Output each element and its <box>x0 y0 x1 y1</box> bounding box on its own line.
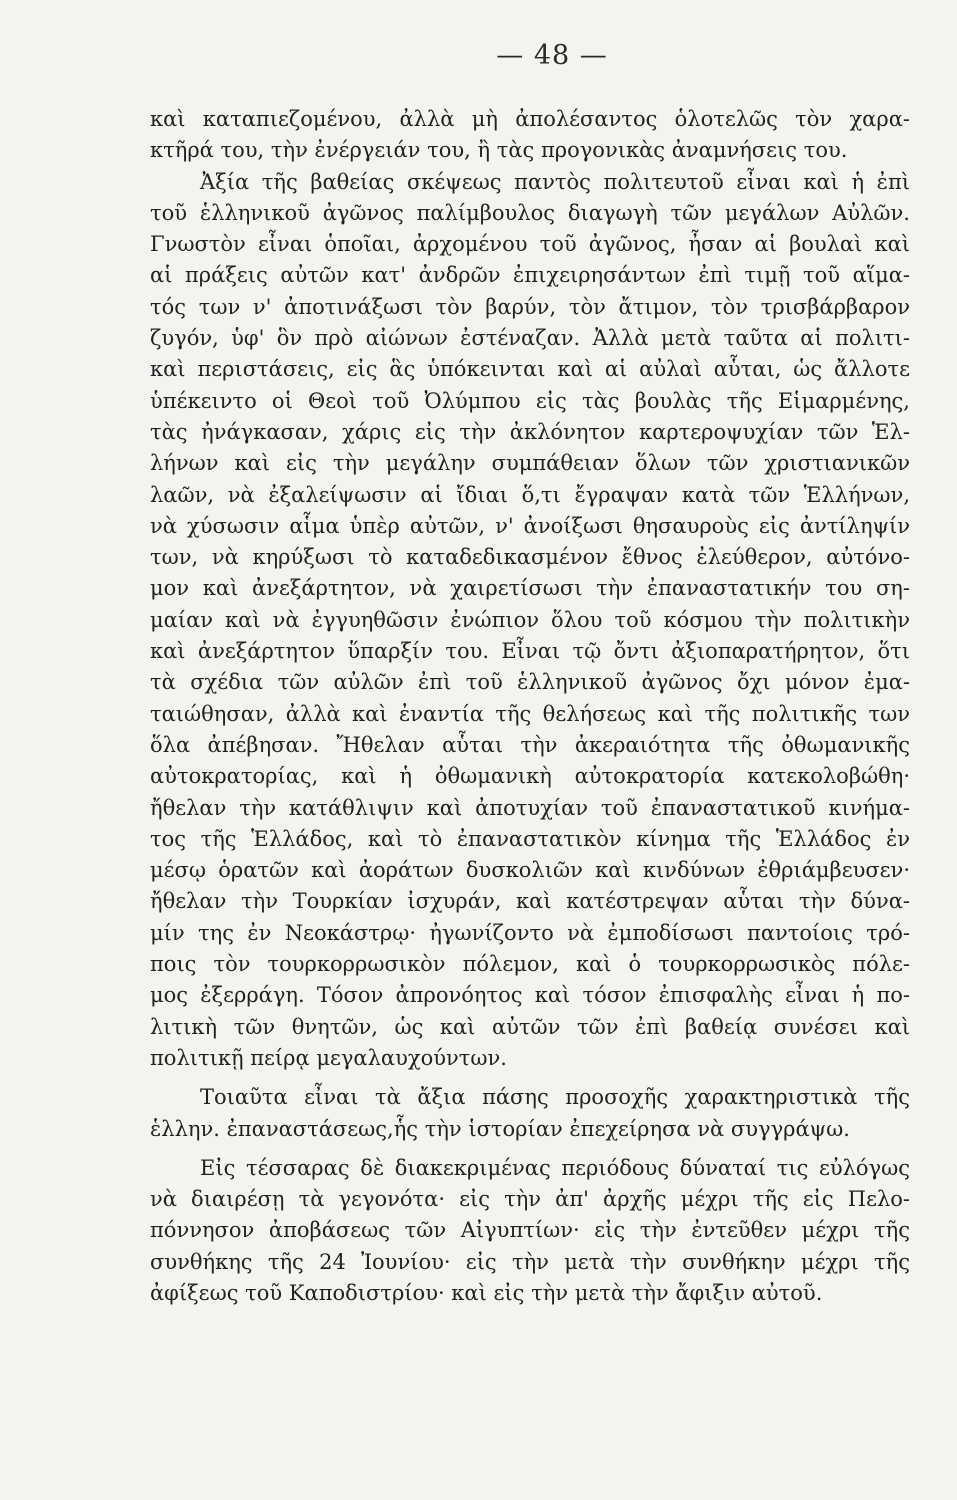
text-line: ζυγόν, ὑφ' ὃν πρὸ αἰώνων ἐστέναζαν. Ἀλλὰ μετὰ ταῦτα αἱ πολιτι- <box>150 326 910 351</box>
text-line: καὶ ἀνεξάρτητον ὕπαρξίν του. Εἶναι τῷ ὄντι ἀξιοπαρατήρητον, ὅτι <box>150 639 910 664</box>
text-line: συνθήκης τῆς 24 Ἰουνίου· εἰς τὴν μετὰ τὴν συνθήκην μέχρι τῆς <box>150 1249 910 1274</box>
text-line: Εἰς τέσσαρας δὲ διακεκριμένας περιόδους δύναταί τις εὐλόγως <box>200 1155 910 1180</box>
text-line: μος ἐξερράγη. Τόσον ἀπρονόητος καὶ τόσον ἐπισφαλὴς εἶναι ἡ πο- <box>150 983 910 1008</box>
text-line: τός των ν' ἀποτινάξωσι τὸν βαρύν, τὸν ἄτιμον, τὸν τρισβάρβαρον <box>150 294 910 319</box>
text-line: ἤθελαν τὴν κατάθλιψιν καὶ ἀποτυχίαν τοῦ ἐπαναστατικοῦ κινήμα- <box>150 795 910 820</box>
text-line: των, νὰ κηρύξωσι τὸ καταδεδικασμένον ἔθνος ἐλεύθερον, αὐτόνο- <box>150 545 910 570</box>
text-line: ἑλλην. ἐπαναστάσεως,ἧς τὴν ἱστορίαν ἐπεχείρησα νὰ συγγράψω. <box>150 1116 850 1141</box>
text-line: νὰ διαιρέσῃ τὰ γεγονότα· εἰς τὴν ἀπ' ἀρχῆς μέχρι τῆς εἰς Πελο- <box>150 1187 910 1212</box>
body-text <box>150 104 910 1309</box>
text-line: τος τῆς Ἑλλάδος, καὶ τὸ ἐπαναστατικὸν κίνημα τῆς Ἑλλάδος ἐν <box>150 826 910 851</box>
text-line: λαῶν, νὰ ἐξαλείψωσιν αἱ ἴδιαι ὅ,τι ἔγραψαν κατὰ τῶν Ἑλλήνων, <box>150 482 910 507</box>
text-line: τὰς ἠνάγκασαν, χάρις εἰς τὴν ἀκλόνητον καρτεροψυχίαν τῶν Ἑλ- <box>150 419 910 444</box>
text-line: καὶ καταπιεζομένου, ἀλλὰ μὴ ἀπολέσαντος ὁλοτελῶς τὸν χαρα- <box>150 107 910 131</box>
text-line: Γνωστὸν εἶναι ὁποῖαι, ἀρχομένου τοῦ ἀγῶνος, ἦσαν αἱ βουλαὶ καὶ <box>150 232 910 257</box>
page-number: — 48 — <box>496 40 608 71</box>
text-line: καὶ περιστάσεις, εἰς ἃς ὑπόκεινται καὶ αἱ αὐλαὶ αὗται, ὡς ἄλλοτε <box>150 357 910 382</box>
text-line: μον καὶ ἀνεξάρτητον, νὰ χαιρετίσωσι τὴν ἐπαναστατικήν του ση- <box>150 576 910 601</box>
text-line: μαίαν καὶ νὰ ἐγγυηθῶσιν ἐνώπιον ὅλου τοῦ κόσμου τὴν πολιτικὴν <box>150 607 910 632</box>
text-line: πόννησον ἀποβάσεως τῶν Αἰγυπτίων· εἰς τὴν ἐντεῦθεν μέχρι τῆς <box>150 1218 910 1243</box>
text-line: Ἀξία τῆς βαθείας σκέψεως παντὸς πολιτευτοῦ εἶναι καὶ ἡ ἐπὶ <box>200 169 910 194</box>
text-line: ταιώθησαν, ἀλλὰ καὶ ἐναντία τῆς θελήσεως καὶ τῆς πολιτικῆς των <box>150 701 910 726</box>
text-line: κτῆρά του, τὴν ἐνέργειάν του, ἢ τὰς προγονικὰς ἀναμνήσεις του. <box>150 138 848 163</box>
text-line: τὰ σχέδια τῶν αὐλῶν ἐπὶ τοῦ ἑλληνικοῦ ἀγῶνος ὄχι μόνον ἐμα- <box>150 670 910 695</box>
text-line: λήνων καὶ εἰς τὴν μεγάλην συμπάθειαν ὅλων τῶν χριστιανικῶν <box>150 451 910 476</box>
text-line: αἱ πράξεις αὐτῶν κατ' ἀνδρῶν ἐπιχειρησάντων ἐπὶ τιμῇ τοῦ αἵμα- <box>150 263 910 288</box>
text-line: λιτικὴ τῶν θνητῶν, ὡς καὶ αὐτῶν τῶν ἐπὶ βαθείᾳ συνέσει καὶ <box>150 1014 910 1039</box>
text-line: ἤθελαν τὴν Τουρκίαν ἰσχυράν, καὶ κατέστρεψαν αὗται τὴν δύνα- <box>150 889 910 914</box>
text-line: Τοιαῦτα εἶναι τὰ ἄξια πάσης προσοχῆς χαρακτηριστικὰ τῆς <box>200 1085 910 1110</box>
paragraph-gap <box>150 1074 910 1082</box>
text-line: ἀφίξεως τοῦ Καποδιστρίου· καὶ εἰς τὴν μετὰ τὴν ἄφιξιν αὐτοῦ. <box>150 1280 823 1305</box>
text-line: ποις τὸν τουρκορρωσικὸν πόλεμον, καὶ ὁ τουρκορρωσικὸς πόλε- <box>150 952 910 977</box>
text-line: μέσῳ ὁρατῶν καὶ ἀοράτων δυσκολιῶν καὶ κινδύνων ἐθριάμβευσεν· <box>150 858 910 883</box>
text-line: ὅλα ἀπέβησαν. Ἤθελαν αὗται τὴν ἀκεραιότητα τῆς ὀθωμανικῆς <box>150 732 910 757</box>
text-line: τοῦ ἑλληνικοῦ ἀγῶνος παλίμβουλος διαγωγὴ τῶν μεγάλων Αὐλῶν. <box>150 200 910 225</box>
text-line: πολιτικῇ πείρᾳ μεγαλαυχούντων. <box>150 1045 507 1070</box>
text-line: νὰ χύσωσιν αἷμα ὑπὲρ αὐτῶν, ν' ἀνοίξωσι θησαυροὺς εἰς ἀντίληψίν <box>150 513 910 538</box>
text-line: αὐτοκρατορίας, καὶ ἡ ὀθωμανικὴ αὐτοκρατορία κατεκολοβώθη· <box>150 764 910 789</box>
text-line: μίν της ἐν Νεοκάστρῳ· ἠγωνίζοντο νὰ ἐμποδίσωσι παντοίοις τρό- <box>150 920 910 945</box>
text-line: ὑπέκειντο οἱ Θεοὶ τοῦ Ὀλύμπου εἰς τὰς βουλὰς τῆς Εἱμαρμένης, <box>150 388 910 413</box>
paragraph-gap <box>150 1145 910 1153</box>
